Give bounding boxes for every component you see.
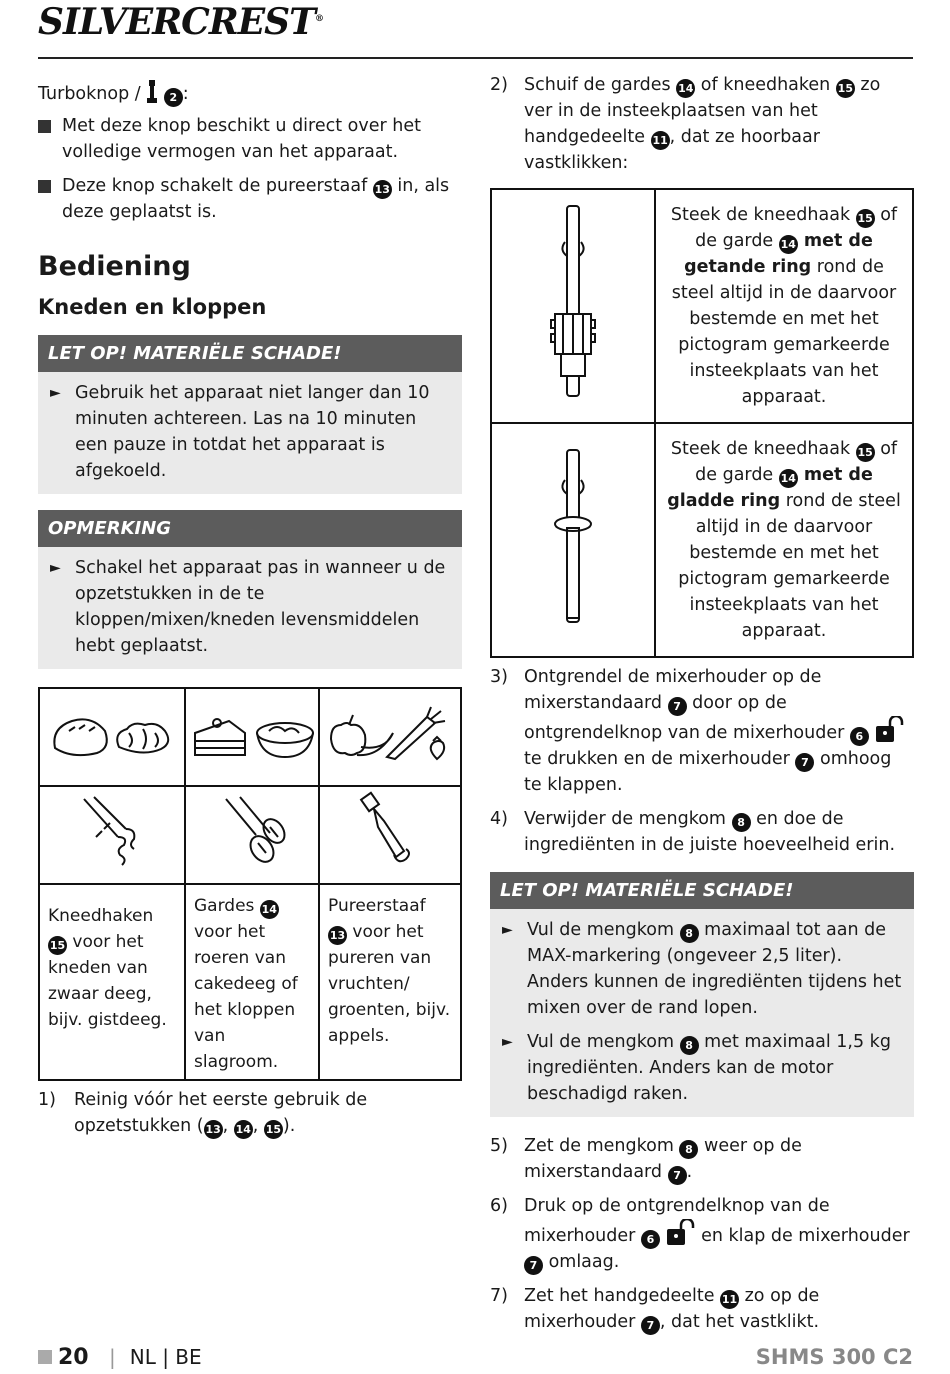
left-column xyxy=(38,72,462,1147)
step-3: 3) Ontgrendel de mixerhouder op de mixerstandaard 7 door op de ontgrendelknop van de mixerhouder 6 te drukken en de mixerhouder 7 omhoog te klappen. xyxy=(490,664,914,798)
cake-icon xyxy=(185,688,319,786)
step-5: 5) Zet de mengkom 8 weer op de mixerstandaard 7 . xyxy=(490,1133,914,1185)
footer-square xyxy=(38,1350,52,1364)
accessory-label-dough-hook: Kneedhaken 15 voor het kneden van zwaar deeg, bijv. gistdeeg. xyxy=(39,884,185,1080)
blender-stick-icon xyxy=(319,786,461,884)
unlock-icon xyxy=(874,716,904,744)
dough-hook-icon xyxy=(39,786,185,884)
unlock-icon xyxy=(665,1219,695,1247)
warning-item: ► Gebruik het apparaat niet langer dan 10 minuten achtereen. Las na 10 minuten een pauze in totdat het apparaat is afgekoeld. xyxy=(50,383,430,481)
page-footer: 20 | NL | BE SHMS 300 C2 xyxy=(38,1344,913,1371)
warning-item: ► Vul de mengkom 8 maximaal tot aan de MAX-markering (ongeveer 2,5 liter). Anders kunnen de ingrediënten tijdens het mixen over de rand lopen. xyxy=(502,920,902,1018)
note-box xyxy=(38,510,462,669)
step-6: 6) Druk op de ontgrendelknop van de mixerhouder 6 en klap de mixerhouder 7 omlaag. xyxy=(490,1193,914,1275)
fruit-vegetable-icon xyxy=(319,688,461,786)
step-4: 4) Verwijder de mengkom 8 en doe de ingrediënten in de juiste hoeveelheid erin. xyxy=(490,809,896,855)
step-2: 2) Schuif de gardes 14 of kneedhaken 15 zo ver in de insteekplaatsen van het handgedeelte 11 , dat ze hoorbaar vastklikken: xyxy=(490,75,881,173)
warning-title: LET OP! MATERIËLE SCHADE! xyxy=(38,335,462,372)
rings-table xyxy=(490,188,914,658)
subsection-title: Kneden en kloppen xyxy=(38,295,267,319)
accessory-label-whisk: Gardes 14 voor het roeren van cakedeeg of het kloppen van slagroom. xyxy=(185,884,319,1080)
turbo-icon xyxy=(146,80,158,104)
toothed-ring-icon xyxy=(491,189,655,423)
page-number: 20 xyxy=(58,1345,89,1370)
warning-item: ► Vul de mengkom 8 met maximaal 1,5 kg ingrediënten. Anders kan de motor beschadigd raken. xyxy=(502,1032,891,1104)
note-item: ► Schakel het apparaat pas in wanneer u de opzetstukken in de te kloppen/mixen/kneden levensmiddelen hebt geplaatst. xyxy=(50,558,446,656)
warning-box xyxy=(490,872,914,1117)
warning-title: LET OP! MATERIËLE SCHADE! xyxy=(490,872,914,909)
bread-icon xyxy=(39,688,185,786)
warning-box xyxy=(38,335,462,494)
section-title: Bediening xyxy=(38,251,191,282)
note-title: OPMERKING xyxy=(38,510,462,547)
turbo-bullet: Deze knop schakelt de pureerstaaf 13 in, als deze geplaatst is. xyxy=(38,173,462,225)
right-column xyxy=(490,72,914,1343)
step-7: 7) Zet het handgedeelte 11 zo op de mixerhouder 7 , dat het vastklikt. xyxy=(490,1283,914,1335)
turbo-title: Turboknop / 2 : xyxy=(38,80,462,107)
language-code: NL | BE xyxy=(129,1345,202,1369)
smooth-ring-text: Steek de kneedhaak 15 of de garde 14 met de gladde ring rond de steel altijd in de daarvoor bestemde en met het pictogram gemarkeerde insteekplaats van het apparaat. xyxy=(655,423,913,657)
step-1: 1) Reinig vóór het eerste gebruik de opzetstukken ( 13 , 14 , 15 ). xyxy=(38,1087,462,1139)
toothed-ring-text: Steek de kneedhaak 15 of de garde 14 met de getande ring rond de steel altijd in de daarvoor bestemde en met het pictogram gemarkeerde insteekplaats van het apparaat. xyxy=(655,189,913,423)
whisk-icon xyxy=(185,786,319,884)
turbo-bullet: Met deze knop beschikt u direct over het volledige vermogen van het apparaat. xyxy=(38,113,462,165)
brand-logo: SILVERCREST® xyxy=(38,1,323,43)
smooth-ring-icon xyxy=(491,423,655,657)
model-number: SHMS 300 C2 xyxy=(755,1345,913,1369)
accessories-table xyxy=(38,687,462,1081)
accessory-label-blender-stick: Pureerstaaf 13 voor het pureren van vruchten/ groenten, bijv. appels. xyxy=(319,884,461,1080)
header-rule xyxy=(38,57,913,59)
